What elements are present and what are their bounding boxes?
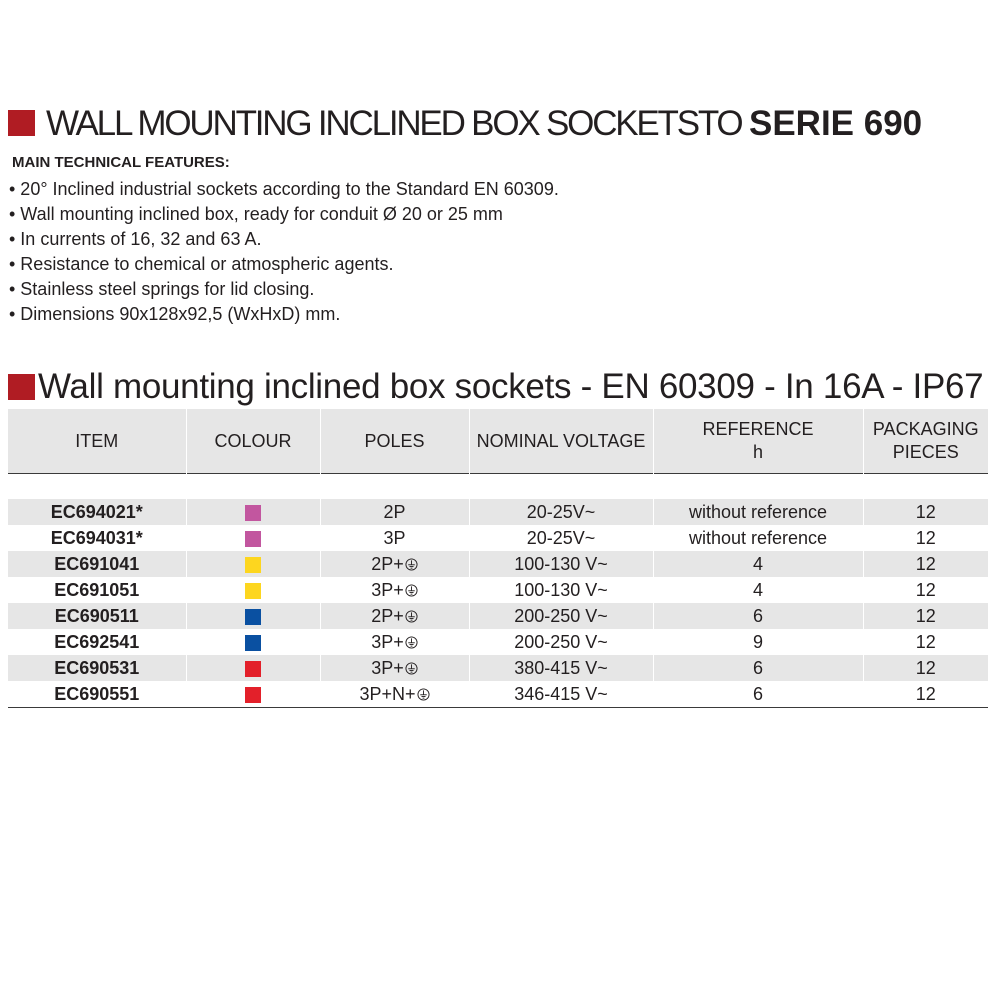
colour-swatch [245,557,261,573]
voltage-cell: 20-25V~ [469,525,653,551]
feature-item: • In currents of 16, 32 and 63 A. [9,229,262,249]
voltage-cell: 380-415 V~ [469,655,653,681]
colour-swatch [245,505,261,521]
voltage-cell: 200-250 V~ [469,603,653,629]
pieces-cell: 12 [863,525,988,551]
poles-value: 3P+ [371,632,404,652]
poles-cell [320,655,469,681]
product-table [8,407,988,708]
table-row [8,603,988,629]
item-code: EC691041 [8,551,186,577]
page-title [46,102,922,146]
colour-swatch [245,531,261,547]
poles-cell [320,499,469,525]
table-row [8,499,988,525]
table-row [8,551,988,577]
feature-item: • Stainless steel springs for lid closing. [9,279,315,299]
colour-cell [186,603,320,629]
feature-item: • 20° Inclined industrial sockets according to the Standard EN 60309. [9,179,559,199]
poles-cell [320,603,469,629]
table-row [8,681,988,708]
colour-swatch [245,635,261,651]
item-code: EC690551 [8,681,186,708]
pieces-cell: 12 [863,629,988,655]
reference-cell: 4 [653,577,863,603]
colour-swatch [245,609,261,625]
pieces-cell: 12 [863,603,988,629]
feature-item: • Resistance to chemical or atmospheric agents. [9,254,394,274]
reference-cell: 6 [653,681,863,708]
header-reference: REFERENCE h [653,408,863,474]
colour-swatch [245,661,261,677]
pieces-cell: 12 [863,551,988,577]
item-code: EC692541 [54,632,140,652]
colour-cell [186,655,320,681]
header-item: ITEM [8,408,186,474]
poles-cell [320,681,469,708]
poles-value: 2P+ [371,554,404,574]
title-square-icon [8,110,35,136]
feature-item: • Wall mounting inclined box, ready for conduit Ø 20 or 25 mm [9,204,503,224]
poles-value: 3P+ [371,658,404,678]
reference-cell: 4 [653,551,863,577]
pieces-cell: 12 [863,681,988,708]
header-voltage: NOMINAL VOLTAGE [469,408,653,474]
table-row [8,629,988,655]
section-square-icon [8,374,35,400]
earth-ground-icon [417,682,430,695]
voltage-cell: 200-250 V~ [469,629,653,655]
reference-cell: 6 [653,655,863,681]
reference-cell: without reference [653,525,863,551]
voltage-cell: 100-130 V~ [469,577,653,603]
reference-cell: 9 [653,629,863,655]
colour-cell [186,681,320,708]
pieces-cell: 12 [863,655,988,681]
item-code: EC690511 [8,603,186,629]
poles-value: 3P [383,528,406,548]
colour-swatch [245,687,261,703]
features-heading: MAIN TECHNICAL FEATURES: [12,154,230,171]
page-title-main: WALL MOUNTING INCLINED BOX SOCKETSTO [46,104,749,143]
voltage-cell: 100-130 V~ [469,551,653,577]
table-row [8,577,988,603]
colour-cell [186,629,320,655]
page-title-series: SERIE 690 [748,104,923,143]
colour-cell [186,525,320,551]
table-header-row [8,408,988,474]
reference-cell: 6 [653,603,863,629]
poles-cell [320,525,469,551]
poles-cell [320,629,469,655]
colour-cell [186,551,320,577]
earth-ground-icon [405,656,418,669]
colour-cell [186,577,320,603]
earth-ground-icon [405,604,418,617]
header-poles: POLES [320,408,469,474]
earth-ground-icon [405,578,418,591]
features-list [9,178,559,328]
reference-cell: without reference [653,499,863,525]
item-code: EC690531 [8,655,186,681]
table-row [8,525,988,551]
item-code: EC691051 [54,580,140,600]
poles-cell [320,551,469,577]
poles-value: 2P [383,502,406,522]
feature-item: • Dimensions 90x128x92,5 (WxHxD) mm. [9,304,341,324]
voltage-cell: 20-25V~ [469,499,653,525]
pieces-cell: 12 [863,577,988,603]
poles-value: 3P+N+ [359,684,416,704]
voltage-cell: 346-415 V~ [469,681,653,708]
colour-cell [186,499,320,525]
poles-value: 2P+ [371,606,404,626]
poles-value: 3P+ [371,580,404,600]
header-packaging: PACKAGING PIECES [863,408,988,474]
colour-swatch [245,583,261,599]
poles-cell [320,577,469,603]
table-row [8,655,988,681]
section-title: Wall mounting inclined box sockets - EN 60309 - In 16A - IP67 [38,367,984,406]
item-code: EC694021* [8,499,186,525]
earth-ground-icon [405,552,418,565]
pieces-cell: 12 [863,499,988,525]
earth-ground-icon [405,630,418,643]
header-colour: COLOUR [186,408,320,474]
item-code: EC694031* [50,528,143,548]
